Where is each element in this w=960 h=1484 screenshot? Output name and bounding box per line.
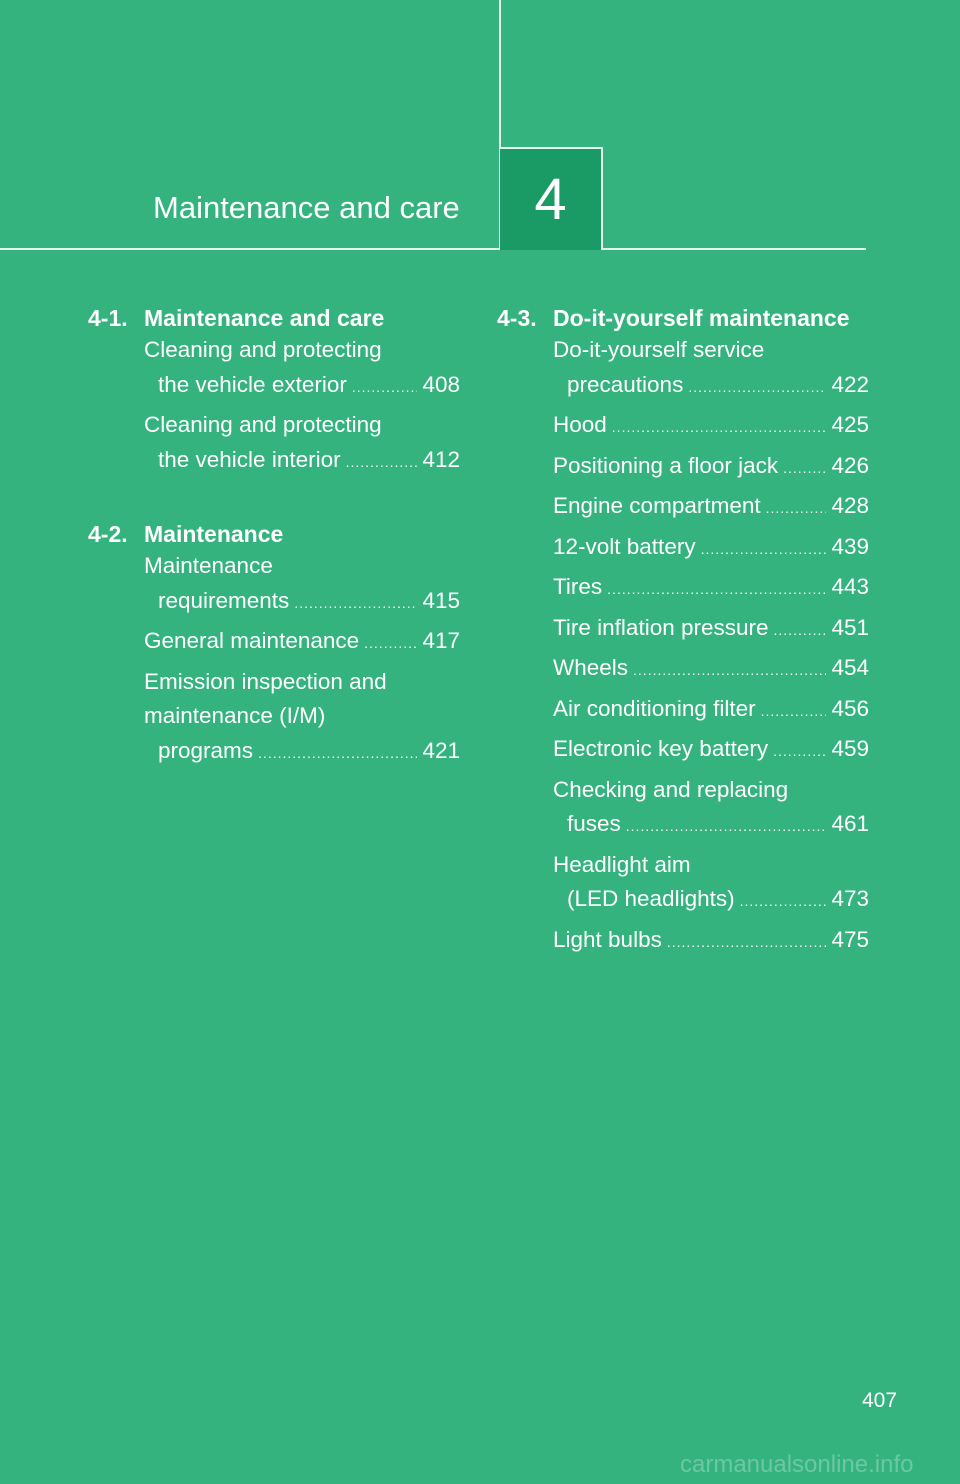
toc-entry[interactable] xyxy=(553,732,869,769)
dot-leader xyxy=(688,370,826,405)
entry-title-line: Cleaning and protecting xyxy=(144,412,382,437)
entry-title-line: Emission inspection and xyxy=(144,668,387,694)
entry-page-number: 428 xyxy=(831,493,869,518)
entry-title-line: 12-volt battery xyxy=(553,533,696,559)
toc-entry[interactable] xyxy=(553,449,869,486)
dot-leader xyxy=(766,491,827,526)
entry-title-line: Checking and replacing xyxy=(553,776,789,802)
entry-page-number: 473 xyxy=(831,886,869,911)
dot-leader xyxy=(607,572,826,607)
toc-entry[interactable] xyxy=(553,773,869,844)
entry-page-number: 425 xyxy=(831,412,869,437)
section-number: 4-3. xyxy=(497,305,537,331)
toc-entry[interactable] xyxy=(553,408,869,445)
toc-entry[interactable] xyxy=(553,848,869,919)
entry-page-number: 456 xyxy=(831,695,869,721)
dot-leader xyxy=(740,884,827,919)
entry-page-number: 451 xyxy=(831,614,869,640)
entry-page-number: 454 xyxy=(831,655,869,680)
dot-leader xyxy=(633,653,826,688)
entry-line xyxy=(553,570,869,607)
page-number: 407 xyxy=(862,1389,898,1412)
entry-title-line: Electronic key battery xyxy=(553,736,769,761)
entry-page-number: 475 xyxy=(831,926,869,952)
dot-leader xyxy=(701,532,827,567)
dot-leader xyxy=(352,370,418,405)
section-heading xyxy=(497,303,869,333)
toc-entry[interactable] xyxy=(553,570,869,607)
entry-line xyxy=(144,584,460,621)
entry-title-line: Engine compartment xyxy=(553,493,761,518)
entry-title-line: Do-it-yourself service xyxy=(553,337,765,362)
dot-leader xyxy=(346,445,418,480)
entry-line xyxy=(553,449,869,486)
section-title: Do-it-yourself maintenance xyxy=(553,305,850,331)
chapter-number: 4 xyxy=(534,166,567,232)
toc-section xyxy=(88,303,460,479)
entry-title-line: Headlight aim xyxy=(553,851,691,877)
entry-page-number: 459 xyxy=(831,736,869,761)
toc-section xyxy=(497,303,869,959)
entry-line xyxy=(553,923,869,960)
entry-page-number: 417 xyxy=(422,628,460,653)
entry-line xyxy=(553,368,869,405)
entry-title-line: Tires xyxy=(553,574,603,599)
entry-line xyxy=(553,408,869,445)
entry-line xyxy=(553,530,869,567)
toc-column-right xyxy=(497,303,869,963)
entry-line xyxy=(144,368,460,405)
entry-title-line: maintenance (I/M) xyxy=(144,703,326,728)
section-number: 4-2. xyxy=(88,521,128,547)
entry-title-line: the vehicle interior xyxy=(158,446,341,472)
entry-page-number: 443 xyxy=(831,574,869,599)
entry-line xyxy=(553,807,869,844)
toc-entry[interactable] xyxy=(553,692,869,729)
toc-entry[interactable] xyxy=(144,665,460,771)
section-title: Maintenance and care xyxy=(144,305,385,331)
toc-entry[interactable] xyxy=(553,333,869,404)
entry-line xyxy=(144,443,460,480)
toc-section xyxy=(88,519,460,770)
section-title: Maintenance xyxy=(144,521,284,547)
entry-page-number: 421 xyxy=(422,737,460,763)
entry-line xyxy=(144,734,460,771)
dot-leader xyxy=(774,613,827,648)
chapter-number-tab xyxy=(500,147,603,250)
dot-leader xyxy=(364,626,417,661)
entry-title-line: General maintenance xyxy=(144,628,360,653)
entry-title-line: Tire inflation pressure xyxy=(553,614,769,640)
entry-line xyxy=(553,732,869,769)
entry-page-number: 412 xyxy=(422,446,460,472)
dot-leader xyxy=(783,451,826,486)
section-entries xyxy=(144,333,460,479)
entry-page-number: 439 xyxy=(831,533,869,559)
entry-line xyxy=(553,489,869,526)
entry-line xyxy=(553,882,869,919)
dot-leader xyxy=(761,694,827,729)
entry-line xyxy=(553,651,869,688)
header-horizontal-rule xyxy=(0,248,866,250)
dot-leader xyxy=(612,410,827,445)
dot-leader xyxy=(667,925,827,960)
toc-entry[interactable] xyxy=(553,489,869,526)
toc-entry[interactable] xyxy=(144,624,460,661)
entry-title-line: Positioning a floor jack xyxy=(553,452,779,478)
section-number: 4-1. xyxy=(88,305,128,331)
toc-entry[interactable] xyxy=(144,408,460,479)
entry-page-number: 422 xyxy=(831,371,869,397)
entry-page-number: 408 xyxy=(422,371,460,397)
entry-title-line: Cleaning and protecting xyxy=(144,337,382,362)
toc-entry[interactable] xyxy=(144,549,460,620)
entry-title-line: Hood xyxy=(553,412,607,437)
section-entries xyxy=(144,549,460,770)
entry-page-number: 461 xyxy=(831,811,869,836)
entry-line xyxy=(553,692,869,729)
toc-entry[interactable] xyxy=(144,333,460,404)
entry-title-line: Light bulbs xyxy=(553,926,662,952)
entry-line xyxy=(144,624,460,661)
entry-title-line: precautions xyxy=(567,371,684,397)
dot-leader xyxy=(626,809,827,844)
watermark: carmanualsonline.info xyxy=(680,1451,914,1478)
dot-leader xyxy=(258,736,417,771)
section-entries xyxy=(553,333,869,959)
entry-title-line: fuses xyxy=(567,811,621,836)
entry-title-line: requirements xyxy=(158,587,290,613)
entry-line xyxy=(553,611,869,648)
chapter-title: Maintenance and care xyxy=(153,190,460,225)
toc-entry[interactable] xyxy=(553,651,869,688)
toc-entry[interactable] xyxy=(553,923,869,960)
entry-title-line: programs xyxy=(158,737,254,763)
section-heading xyxy=(88,303,460,333)
entry-title-line: (LED headlights) xyxy=(567,886,735,911)
dot-leader xyxy=(294,586,417,621)
entry-title-line: the vehicle exterior xyxy=(158,371,347,397)
entry-title-line: Maintenance xyxy=(144,553,273,578)
toc-entry[interactable] xyxy=(553,530,869,567)
toc-entry[interactable] xyxy=(553,611,869,648)
entry-page-number: 415 xyxy=(422,587,460,613)
entry-page-number: 426 xyxy=(831,452,869,478)
toc-column-left xyxy=(88,303,460,774)
dot-leader xyxy=(773,734,826,769)
entry-title-line: Wheels xyxy=(553,655,629,680)
entry-title-line: Air conditioning filter xyxy=(553,695,756,721)
section-heading xyxy=(88,519,460,549)
